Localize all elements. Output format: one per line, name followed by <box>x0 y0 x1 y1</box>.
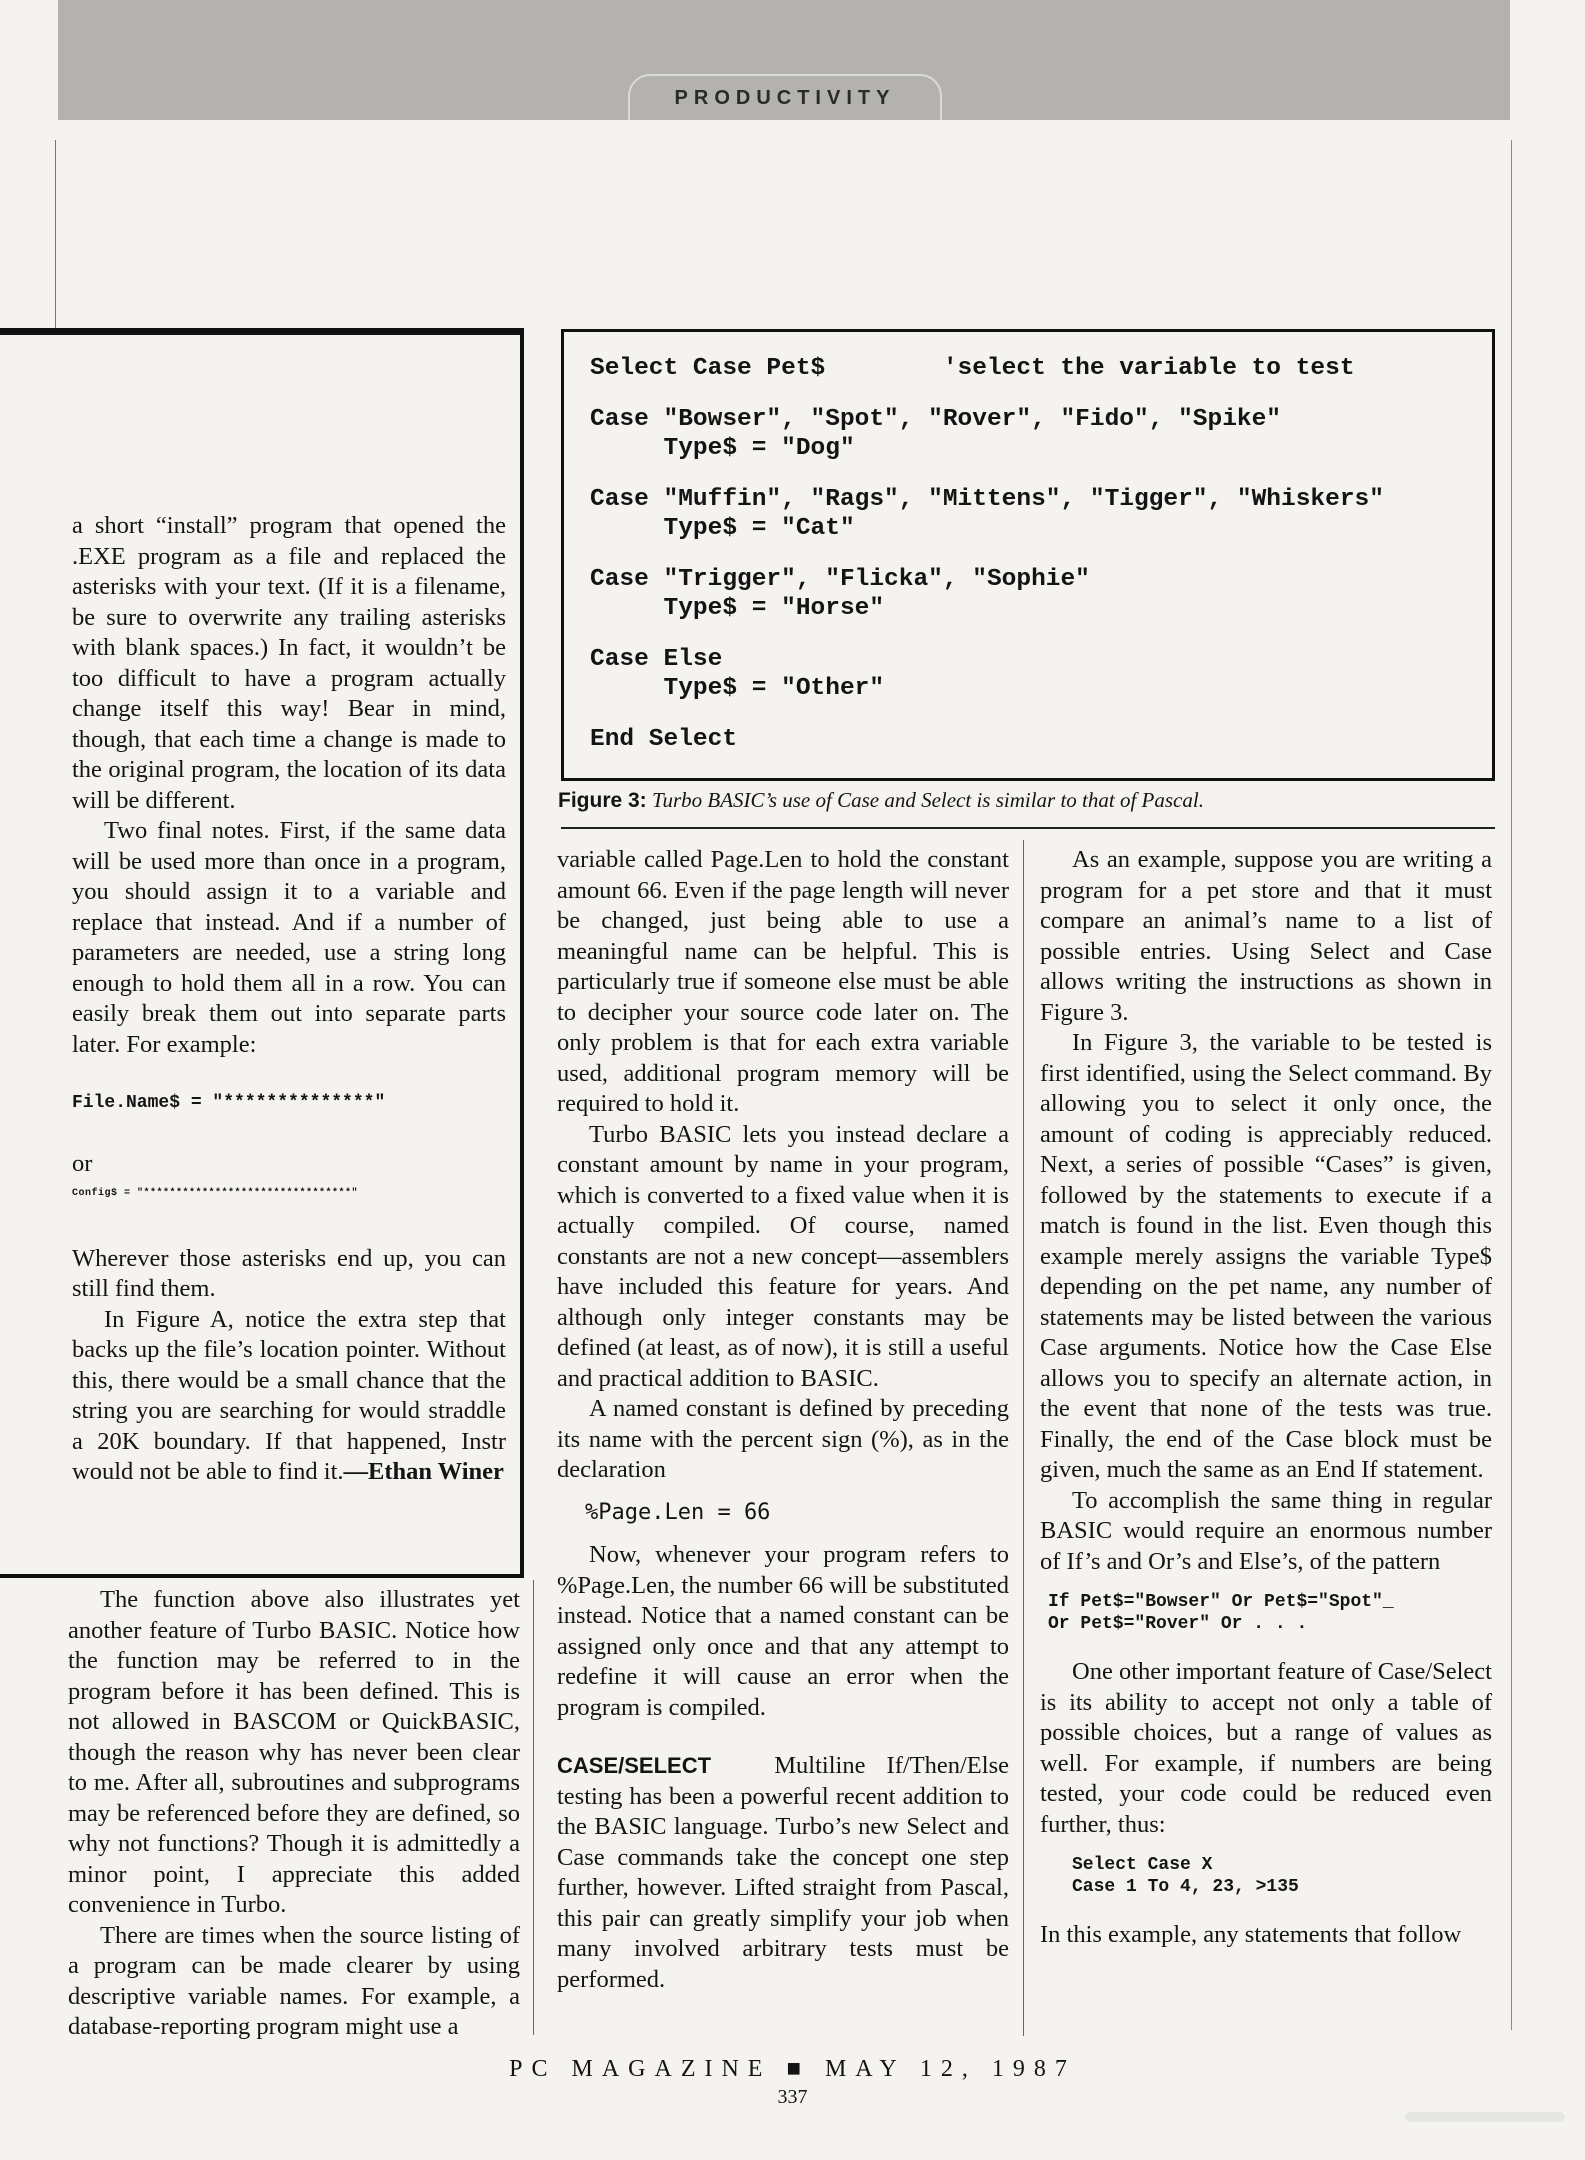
body-paragraph: As an example, suppose you are writing a program for a pet store and that it must compare an animal’s name to a list of possible entries. Using Select and Case allows writing the instructions as shown in Figure 3. <box>1040 846 1492 1026</box>
column-divider <box>533 1580 534 2035</box>
figure-caption <box>558 788 1204 813</box>
column-2 <box>557 845 1009 1995</box>
code-line: Case "Trigger", "Flicka", "Sophie" <box>590 566 1090 593</box>
code-line: End Select <box>590 726 738 753</box>
body-paragraph: Turbo BASIC lets you instead declare a constant amount by name in your program, which is converted to a fixed value when it is actually compiled. Of course, named constants are not a new concept—assemblers have included this feature for years. And although only integer constants may be defined (at least, as of now), it is still a useful and practical addition to BASIC. <box>557 1120 1009 1392</box>
code-group <box>590 565 1492 623</box>
code-line: Case "Muffin", "Rags", "Mittens", "Tigger", "Whiskers" <box>590 486 1384 513</box>
sidebar-paragraph: a short “install” program that opened the .EXE program as a file and replaced the asterisks with your text. (If it is a filename, be sure to overwrite any trailing asterisks with blank spaces.) In fact, it wouldn’t be too difficult to have a program actually change itself this way! Bear in mind, though, that each time a change is made to the original program, the location of its data will be different. <box>72 512 506 814</box>
body-paragraph <box>557 1751 1009 1995</box>
body-paragraph: The function above also illustrates yet another feature of Turbo BASIC. Notice how the function may be referred to in the program before it has been defined. This is not allowed in BASCOM or QuickBASIC, though the reason why has never been clear to me. After all, subroutines and subprograms may be referenced before they are defined, so why not functions? Though it is admittedly a minor point, I appreciate this added convenience in Turbo. <box>68 1586 520 1918</box>
right-rule <box>1511 140 1512 2030</box>
author-signature: —Ethan Winer <box>343 1458 504 1485</box>
column-divider <box>1023 840 1024 2036</box>
body-paragraph: A named constant is defined by preceding its name with the percent sign (%), as in the declaration <box>557 1395 1009 1483</box>
scan-artifact <box>1405 2112 1565 2122</box>
left-rule <box>55 140 56 330</box>
column-1 <box>68 1585 520 2043</box>
body-paragraph-text: Multiline If/Then/Else testing has been a powerful recent addition to the BASIC language. Turbo’s new Select and Case commands take the concept one step further, however. Lifted straight from Pascal, this pair can greatly simplify your job when many involved arbitrary tests must be performed. <box>557 1752 1009 1993</box>
code-line: Config$ = "********************************" <box>72 1188 359 1199</box>
code-line: Type$ = "Dog" <box>590 435 855 462</box>
code-block: Select Case X Case 1 To 4, 23, >135 <box>1072 1855 1299 1897</box>
sidebar-paragraph: Two final notes. First, if the same data will be used more than once in a program, you should assign it to a variable and replace that instead. And if a number of parameters are needed, use a string long enough to hold them all in a row. You can easily break them out into separate parts later. For example: <box>72 817 506 1058</box>
section-heading: CASE/SELECT <box>557 1753 712 1778</box>
column-3 <box>1040 845 1492 1951</box>
code-line: Select Case Pet$ 'select the variable to test <box>590 355 1355 382</box>
sidebar-or: or <box>72 1149 93 1177</box>
code-group <box>590 725 1492 754</box>
body-paragraph: In Figure 3, the variable to be tested is first identified, using the Select command. By allowing you to select it only once, the amount of coding is appreciably reduced. Next, a series of possible “Cases” is given, followed by the statements to execute if a match is found in the list. Even though this example merely assigns the variable Type$ depending on the pet name, any number of statements may be listed between the various Case arguments. Notice how the Case Else allows you to specify an alternate action, in the event that none of the tests was true. Finally, the end of the Case block must be given, much the same as an End If statement. <box>1040 1029 1492 1483</box>
code-group <box>590 405 1492 463</box>
page-number: 337 <box>777 2086 808 2108</box>
code-line: Case "Bowser", "Spot", "Rover", "Fido", "Spike" <box>590 406 1282 433</box>
code-group <box>590 645 1492 703</box>
sidebar-text <box>72 511 506 1488</box>
code-line: Type$ = "Horse" <box>590 595 885 622</box>
caption-label: Figure 3: <box>558 789 647 812</box>
footer-magazine: PC MAGAZINE ■ MAY 12, 1987 <box>509 2056 1076 2082</box>
code-line: Case Else <box>590 646 723 673</box>
caption-rule <box>561 827 1495 829</box>
figure-3-box <box>561 329 1495 781</box>
body-paragraph: In this example, any statements that follow <box>1040 1921 1462 1948</box>
code-line: Type$ = "Other" <box>590 675 885 702</box>
sidebar-paragraph <box>72 1305 506 1488</box>
sidebar-paragraph-text: In Figure A, notice the extra step that backs up the file’s location pointer. Without this, there would be a small chance that the string you are searching for would straddle a 20K boundary. If that happened, Instr would not be able to find it. <box>72 1305 506 1485</box>
code-line: %Page.Len = 66 <box>585 1499 771 1525</box>
body-paragraph: One other important feature of Case/Select is its ability to accept not only a table of possible choices, but a range of values as well. For example, if numbers are being tested, your code could be reduced even further, thus: <box>1040 1658 1492 1838</box>
sidebar-paragraph: Wherever those asterisks end up, you can still find them. <box>72 1244 506 1302</box>
code-group <box>590 485 1492 543</box>
code-line: File.Name$ = "**************" <box>72 1093 386 1113</box>
body-paragraph: variable called Page.Len to hold the constant amount 66. Even if the page length will never be changed, just being able to use a meaningful name can be helpful. This is particularly true if someone else must be able to decipher your source code later on. The only problem is that for each extra variable used, additional program memory will be required to hold it. <box>557 846 1009 1117</box>
section-label: PRODUCTIVITY <box>628 74 942 120</box>
code-block: If Pet$="Bowser" Or Pet$="Spot"_ Or Pet$="Rover" Or . . . <box>1048 1592 1394 1634</box>
figure-code <box>590 354 1492 754</box>
paragraph-gap <box>557 1723 1009 1751</box>
body-paragraph: To accomplish the same thing in regular BASIC would require an enormous number of If’s and Or’s and Else’s, of the pattern <box>1040 1486 1492 1575</box>
body-paragraph: There are times when the source listing of a program can be made clearer by using descriptive variable names. For example, a database-reporting program might use a <box>68 1921 520 2040</box>
code-line: Type$ = "Cat" <box>590 515 855 542</box>
caption-text: Turbo BASIC’s use of Case and Select is similar to that of Pascal. <box>651 788 1204 812</box>
code-group <box>590 354 1492 383</box>
body-paragraph: Now, whenever your program refers to %Page.Len, the number 66 will be substituted instead. Notice that a named constant can be assigned only once and that any attempt to redefine it will cause an error when the program is compiled. <box>557 1541 1009 1721</box>
